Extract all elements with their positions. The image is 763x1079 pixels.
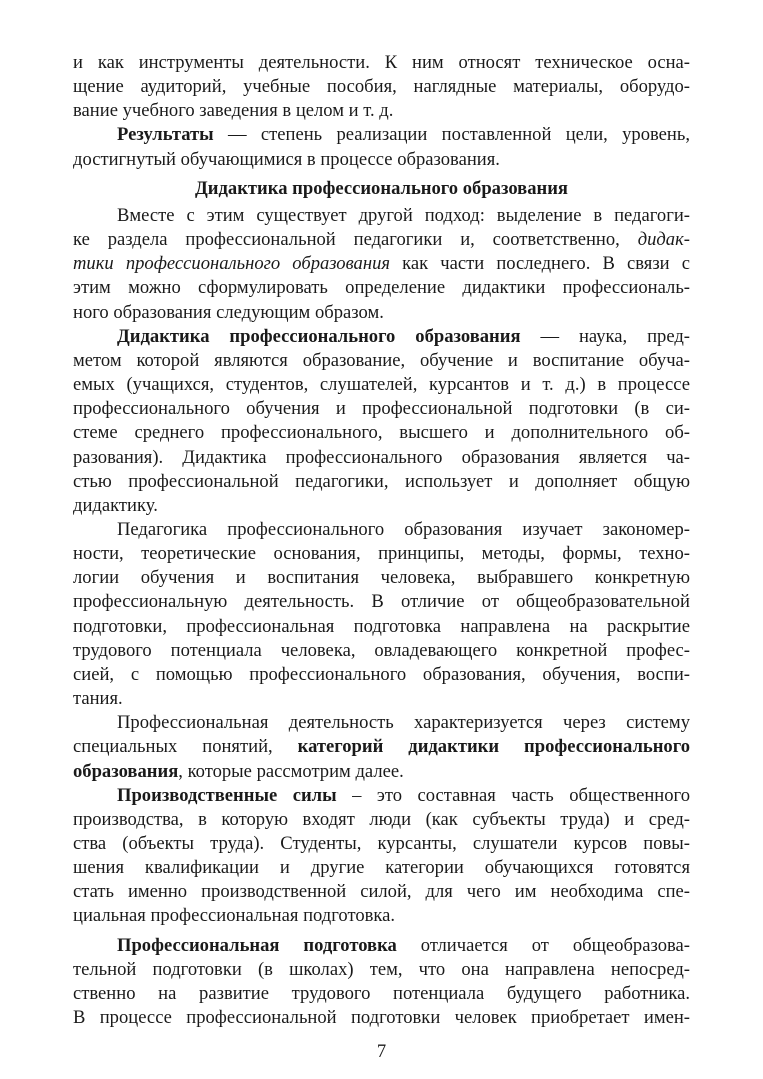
- text-line: производства, в которую входят люди (как субъекты труда) и сред-: [73, 808, 690, 830]
- text-line: достигнутый обучающимися в процессе образования.: [73, 148, 500, 170]
- text-line: трудового потенциала человека, овладевающего конкретной профес-: [73, 639, 690, 661]
- text-line: [73, 252, 690, 276]
- text-fragment: ке раздела профессиональной педагогики и, соответственно,: [73, 229, 638, 251]
- text-line: этим можно сформулировать определение дидактики профессиональ-: [73, 277, 690, 299]
- text-line: ства (объекты труда). Студенты, курсанты, слушатели курсов повы-: [73, 833, 690, 854]
- paragraph: [73, 51, 690, 123]
- text-line: дидактику.: [73, 494, 158, 516]
- text-line: стью профессиональной педагогики, использует и дополняет общую: [73, 470, 690, 492]
- text-fragment: — наука, пред-: [520, 325, 691, 347]
- text-fragment: – это составная часть общественного: [336, 784, 690, 806]
- text-line: циальная профессиональная подготовка.: [73, 905, 396, 927]
- term-bold: образования: [73, 760, 179, 782]
- text-line: Педагогика профессионального образования изучает закономер-: [117, 518, 690, 540]
- text-line: и как инструменты деятельности. К ним относят техническое осна-: [73, 52, 690, 73]
- paragraph: [73, 518, 690, 711]
- text-line: ности, теоретические основания, принципы, методы, формы, техно-: [73, 543, 690, 565]
- text-line: профессиональную деятельность. В отличие от общеобразовательной: [73, 591, 690, 613]
- term-bold: Профессиональная подготовка: [117, 934, 397, 956]
- text-line: сией, с помощью профессионального образования, обучения, воспи-: [73, 663, 690, 685]
- paragraph: [73, 934, 690, 1031]
- paragraph: [73, 123, 690, 171]
- text-line: тания.: [73, 688, 123, 710]
- section-heading: Дидактика профессионального образования: [195, 177, 568, 199]
- text-fragment: как части последнего. В связи с: [390, 253, 690, 275]
- page-number: 7: [376, 1041, 387, 1062]
- text-line: вание учебного заведения в целом и т. д.: [73, 100, 394, 122]
- text-line: Профессиональная деятельность характеризуется через систему: [117, 712, 690, 734]
- text-line: [73, 934, 690, 958]
- text-fragment: специальных понятий,: [73, 736, 298, 758]
- term-bold: Производственные силы: [117, 784, 337, 806]
- paragraph: [73, 325, 690, 518]
- text-line: стеме среднего профессионального, высшего и дополнительного об-: [73, 422, 690, 444]
- term-italic: тики профессионального образования: [73, 253, 391, 275]
- text-line: [73, 735, 690, 759]
- text-line: шения квалификации и другие категории обучающихся готовятся: [73, 857, 690, 879]
- text-line: ного образования следующим образом.: [73, 301, 384, 323]
- term-italic: дидак-: [637, 229, 690, 251]
- page-body: [73, 51, 690, 1030]
- text-fragment: , которые рассмотрим далее.: [178, 760, 404, 782]
- text-line: Вместе с этим существует другой подход: выделение в педагоги-: [117, 204, 690, 226]
- text-line: профессионального обучения и профессиональной подготовки (в си-: [73, 398, 690, 420]
- term-bold: категорий дидактики профессионального: [297, 736, 690, 758]
- text-line: стать именно производственной силой, для чего им необходима спе-: [73, 881, 690, 903]
- text-line: разования). Дидактика профессионального образования является ча-: [73, 446, 690, 468]
- term-bold: Результаты: [117, 124, 214, 146]
- text-line: В процессе профессиональной подготовки человек приобретает имен-: [73, 1007, 690, 1029]
- text-line: подготовки, профессиональная подготовка направлена на раскрытие: [73, 615, 690, 637]
- text-line: логии обучения и воспитания человека, выбравшего конкретную: [73, 567, 690, 589]
- text-fragment: — степень реализации поставленной цели, уровень,: [213, 124, 690, 146]
- text-line: [73, 228, 690, 252]
- text-fragment: отличается от общеобразова-: [396, 934, 690, 956]
- text-line: [73, 760, 690, 784]
- term-bold: Дидактика профессионального образования: [117, 325, 521, 347]
- text-line: метом которой являются образование, обучение и воспитание обуча-: [73, 349, 690, 371]
- paragraph: [73, 204, 690, 325]
- text-line: [73, 325, 690, 349]
- paragraph: [73, 784, 690, 929]
- paragraph: [73, 711, 690, 783]
- text-line: щение аудиторий, учебные пособия, наглядные материалы, оборудо-: [73, 76, 690, 98]
- text-line: [73, 784, 690, 808]
- text-line: ственно на развитие трудового потенциала будущего работника.: [73, 982, 690, 1004]
- text-line: тельной подготовки (в школах) тем, что она направлена непосред-: [73, 958, 690, 980]
- text-line: емых (учащихся, студентов, слушателей, курсантов и т. д.) в процессе: [73, 374, 690, 396]
- text-line: [73, 123, 690, 147]
